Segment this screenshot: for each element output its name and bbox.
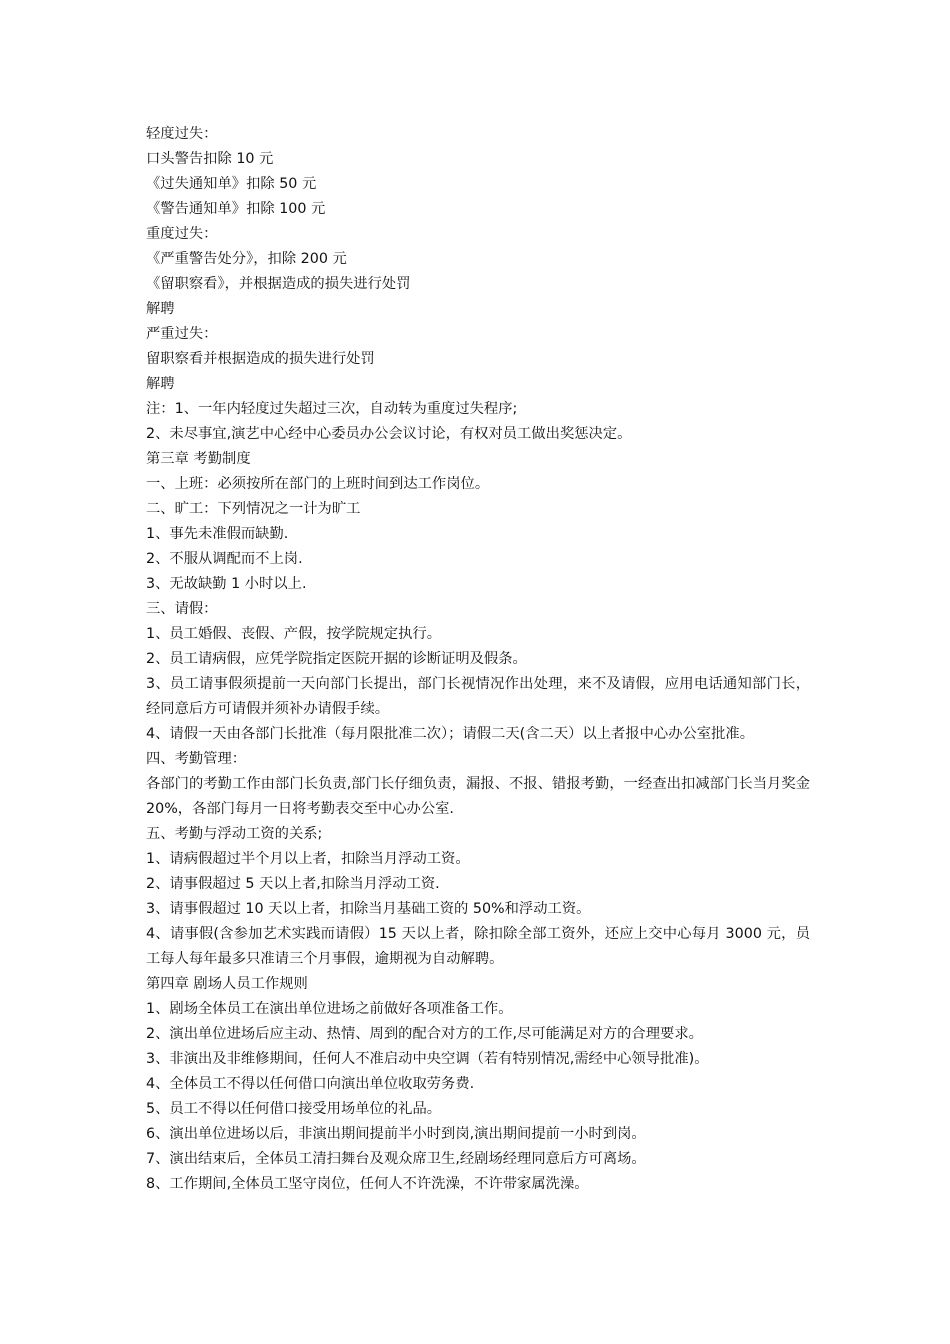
list-item: 1、剧场全体员工在演出单位进场之前做好各项准备工作。 <box>146 1001 513 1017</box>
list-item: 6、演出单位进场以后，非演出期间提前半小时到岗,演出期间提前一小时到岗。 <box>146 1126 646 1142</box>
chapter-heading: 第四章 剧场人员工作规则 <box>146 976 308 992</box>
note-line: 注：1、一年内轻度过失超过三次，自动转为重度过失程序; <box>146 401 518 417</box>
list-item: 4、请事假(含参加艺术实践而请假）15 天以上者，除扣除全部工资外，还应上交中心每月 3000 元，员工每人每年最多只准请三个月事假，逾期视为自动解聘。 <box>146 926 810 967</box>
list-item: 8、工作期间,全体员工坚守岗位，任何人不许洗澡，不许带家属洗澡。 <box>146 1176 589 1192</box>
list-item: 4、请假一天由各部门长批准（每月限批准二次）；请假二天(含二天）以上者报中心办公室批准。 <box>146 726 754 742</box>
text-line: 严重过失： <box>146 326 218 342</box>
chapter-heading: 第三章 考勤制度 <box>146 451 251 467</box>
list-item: 1、员工婚假、丧假、产假，按学院规定执行。 <box>146 626 442 642</box>
text-line: 口头警告扣除 10 元 <box>146 151 274 167</box>
list-item: 2、员工请病假，应凭学院指定医院开据的诊断证明及假条。 <box>146 651 527 667</box>
text-line: 解聘 <box>146 376 175 392</box>
list-item: 3、请事假超过 10 天以上者，扣除当月基础工资的 50%和浮动工资。 <box>146 901 591 917</box>
text-line: 解聘 <box>146 301 175 317</box>
list-item: 3、非演出及非维修期间，任何人不准启动中央空调（若有特别情况,需经中心领导批准)。 <box>146 1051 709 1067</box>
list-item: 4、全体员工不得以任何借口向演出单位收取劳务费. <box>146 1076 475 1092</box>
list-item: 3、无故缺勤 1 小时以上. <box>146 576 307 592</box>
list-item: 3、员工请事假须提前一天向部门长提出，部门长视情况作出处理，来不及请假，应用电话通知部门长，经同意后方可请假并须补办请假手续。 <box>146 676 810 717</box>
section-line: 五、考勤与浮动工资的关系; <box>146 826 323 842</box>
section-line: 三、请假： <box>146 601 218 617</box>
list-item: 1、事先未准假而缺勤. <box>146 526 289 542</box>
paragraph: 各部门的考勤工作由部门长负责,部门长仔细负责，漏报、不报、错报考勤，一经查出扣减部门长当月奖金 20%，各部门每月一日将考勤表交至中心办公室. <box>146 776 810 817</box>
text-line: 轻度过失： <box>146 126 218 142</box>
text-line: 《严重警告处分》，扣除 200 元 <box>146 251 347 267</box>
list-item: 2、演出单位进场后应主动、热情、周到的配合对方的工作,尽可能满足对方的合理要求。 <box>146 1026 703 1042</box>
list-item: 7、演出结束后，全体员工清扫舞台及观众席卫生,经剧场经理同意后方可离场。 <box>146 1151 646 1167</box>
list-item: 2、不服从调配而不上岗. <box>146 551 303 567</box>
document-body <box>146 122 810 1197</box>
list-item: 1、请病假超过半个月以上者，扣除当月浮动工资。 <box>146 851 470 867</box>
text-line: 《留职察看》，并根据造成的损失进行处罚 <box>146 276 411 292</box>
text-line: 《警告通知单》扣除 100 元 <box>146 201 326 217</box>
text-line: 《过失通知单》扣除 50 元 <box>146 176 317 192</box>
text-line: 留职察看并根据造成的损失进行处罚 <box>146 351 375 367</box>
section-line: 二、旷工：下列情况之一计为旷工 <box>146 501 361 517</box>
note-line: 2、未尽事宜,演艺中心经中心委员办公会议讨论，有权对员工做出奖惩决定。 <box>146 426 632 442</box>
section-line: 四、考勤管理： <box>146 751 247 767</box>
text-line: 重度过失： <box>146 226 218 242</box>
section-line: 一、上班：必须按所在部门的上班时间到达工作岗位。 <box>146 476 490 492</box>
list-item: 2、请事假超过 5 天以上者,扣除当月浮动工资. <box>146 876 440 892</box>
list-item: 5、员工不得以任何借口接受用场单位的礼品。 <box>146 1101 442 1117</box>
